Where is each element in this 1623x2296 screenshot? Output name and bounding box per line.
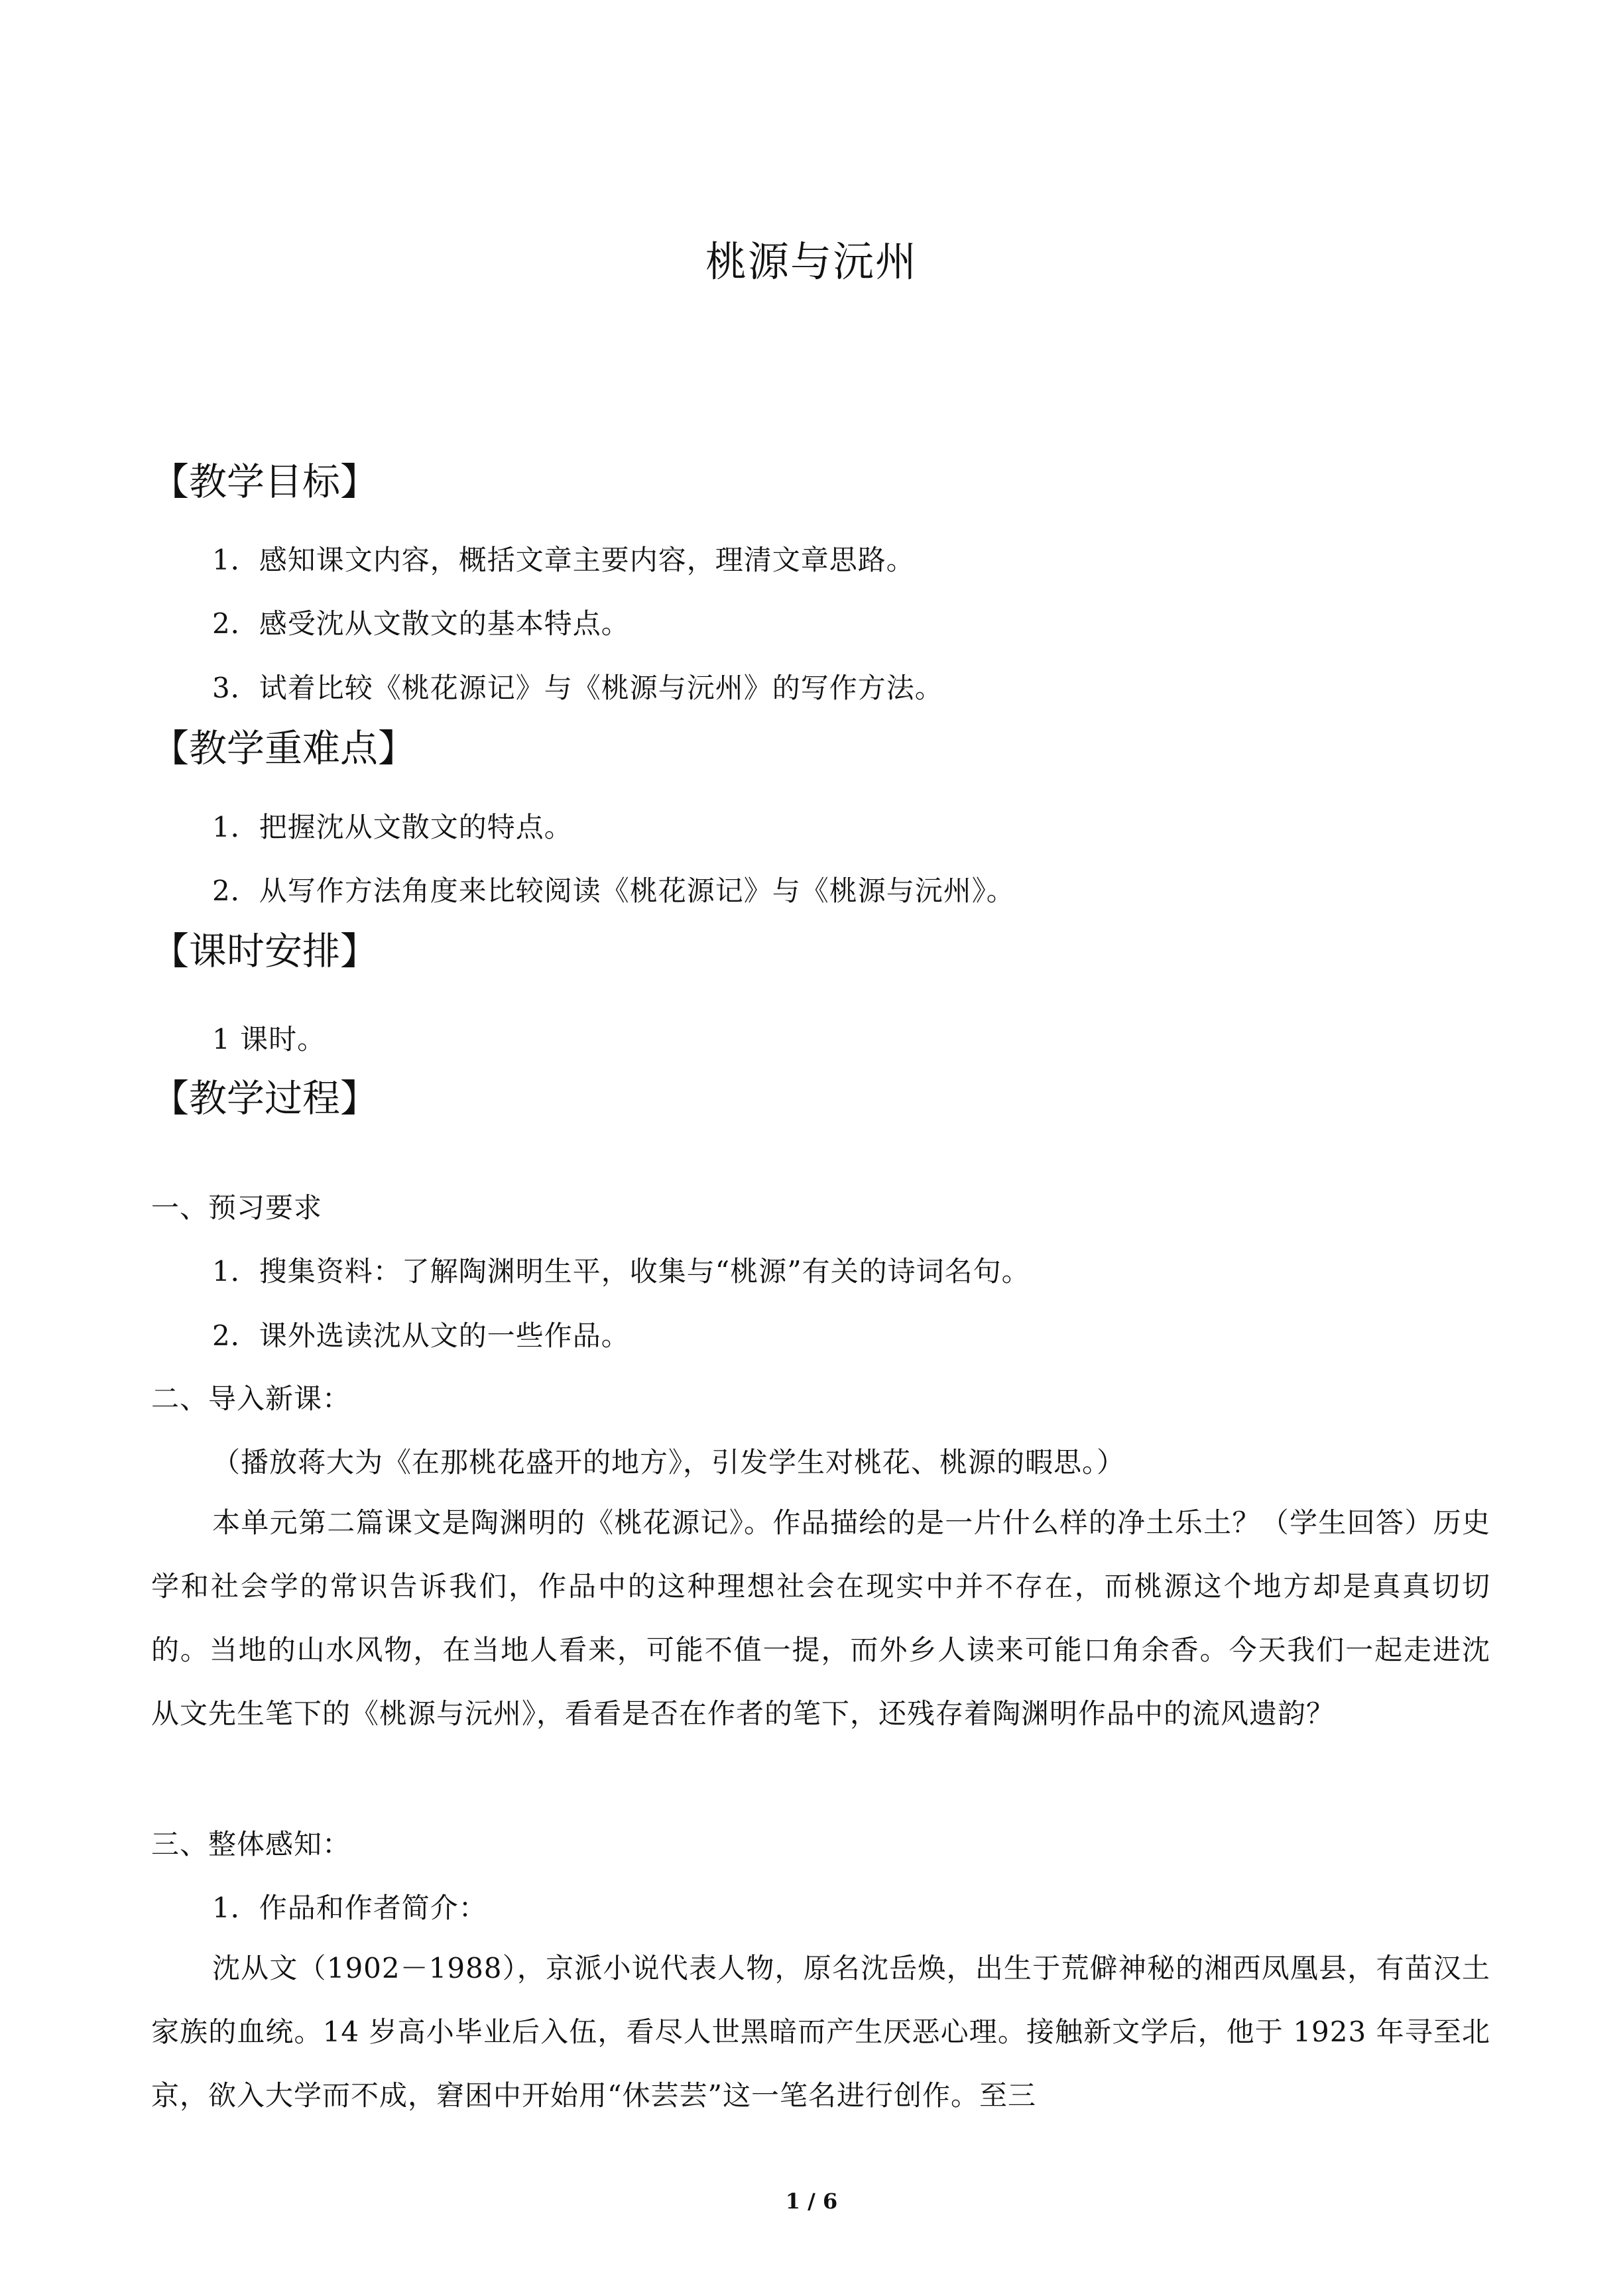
key-point-item-1: 1．把握沈从文散文的特点。 xyxy=(212,811,573,843)
key-point-item-2: 2．从写作方法角度来比较阅读《桃花源记》与《桃源与沅州》。 xyxy=(212,875,1015,907)
overview-paragraph: 沈从文（1902－1988），京派小说代表人物，原名沈岳焕，出生于荒僻神秘的湘西凤凰县，有苗汉土家族的血统。14 岁高小毕业后入伍，看尽人世黑暗而产生厌恶心理。接触新文学后，他于 1923 年寻至北京，欲入大学而不成，窘困中开始用“休芸芸”这一笔名进行创作。至三 xyxy=(151,1952,1490,2112)
process-heading: 【教学过程】 xyxy=(151,1077,378,1120)
objective-item-3: 3．试着比较《桃花源记》与《桃源与沅州》的写作方法。 xyxy=(212,672,943,704)
page-number: 1 / 6 xyxy=(785,2189,838,2214)
intro-paragraph: 本单元第二篇课文是陶渊明的《桃花源记》。作品描绘的是一片什么样的净土乐土？（学生回答）历史学和社会学的常识告诉我们，作品中的这种理想社会在现实中并不存在，而桃源这个地方却是真真切切的。当地的山水风物，在当地人看来，可能不值一提，而外乡人读来可能口角余香。今天我们一起走进沈从文先生笔下的《桃源与沅州》，看看是否在作者的笔下，还残存着陶渊明作品中的流风遗韵？ xyxy=(151,1506,1490,1730)
overview-sub-heading: 1．作品和作者简介： xyxy=(212,1892,487,1924)
objective-item-2: 2．感受沈从文散文的基本特点。 xyxy=(212,607,630,640)
preview-item-1: 1．搜集资料：了解陶渊明生平，收集与“桃源”有关的诗词名句。 xyxy=(212,1255,1030,1288)
schedule-text: 1 课时。 xyxy=(212,1023,326,1056)
intro-heading: 二、导入新课： xyxy=(151,1382,351,1415)
key-points-heading: 【教学重难点】 xyxy=(151,727,416,770)
preview-item-2: 2．课外选读沈从文的一些作品。 xyxy=(212,1319,630,1352)
schedule-heading: 【课时安排】 xyxy=(151,930,378,973)
preview-heading: 一、预习要求 xyxy=(151,1191,323,1224)
overview-heading: 三、整体感知： xyxy=(151,1828,351,1860)
objective-item-1: 1．感知课文内容，概括文章主要内容，理清文章思路。 xyxy=(212,544,915,576)
document-title: 桃源与沅州 xyxy=(705,237,918,286)
intro-note: （播放蒋大为《在那桃花盛开的地方》，引发学生对桃花、桃源的暇思。） xyxy=(212,1446,1126,1479)
objectives-heading: 【教学目标】 xyxy=(151,460,378,504)
